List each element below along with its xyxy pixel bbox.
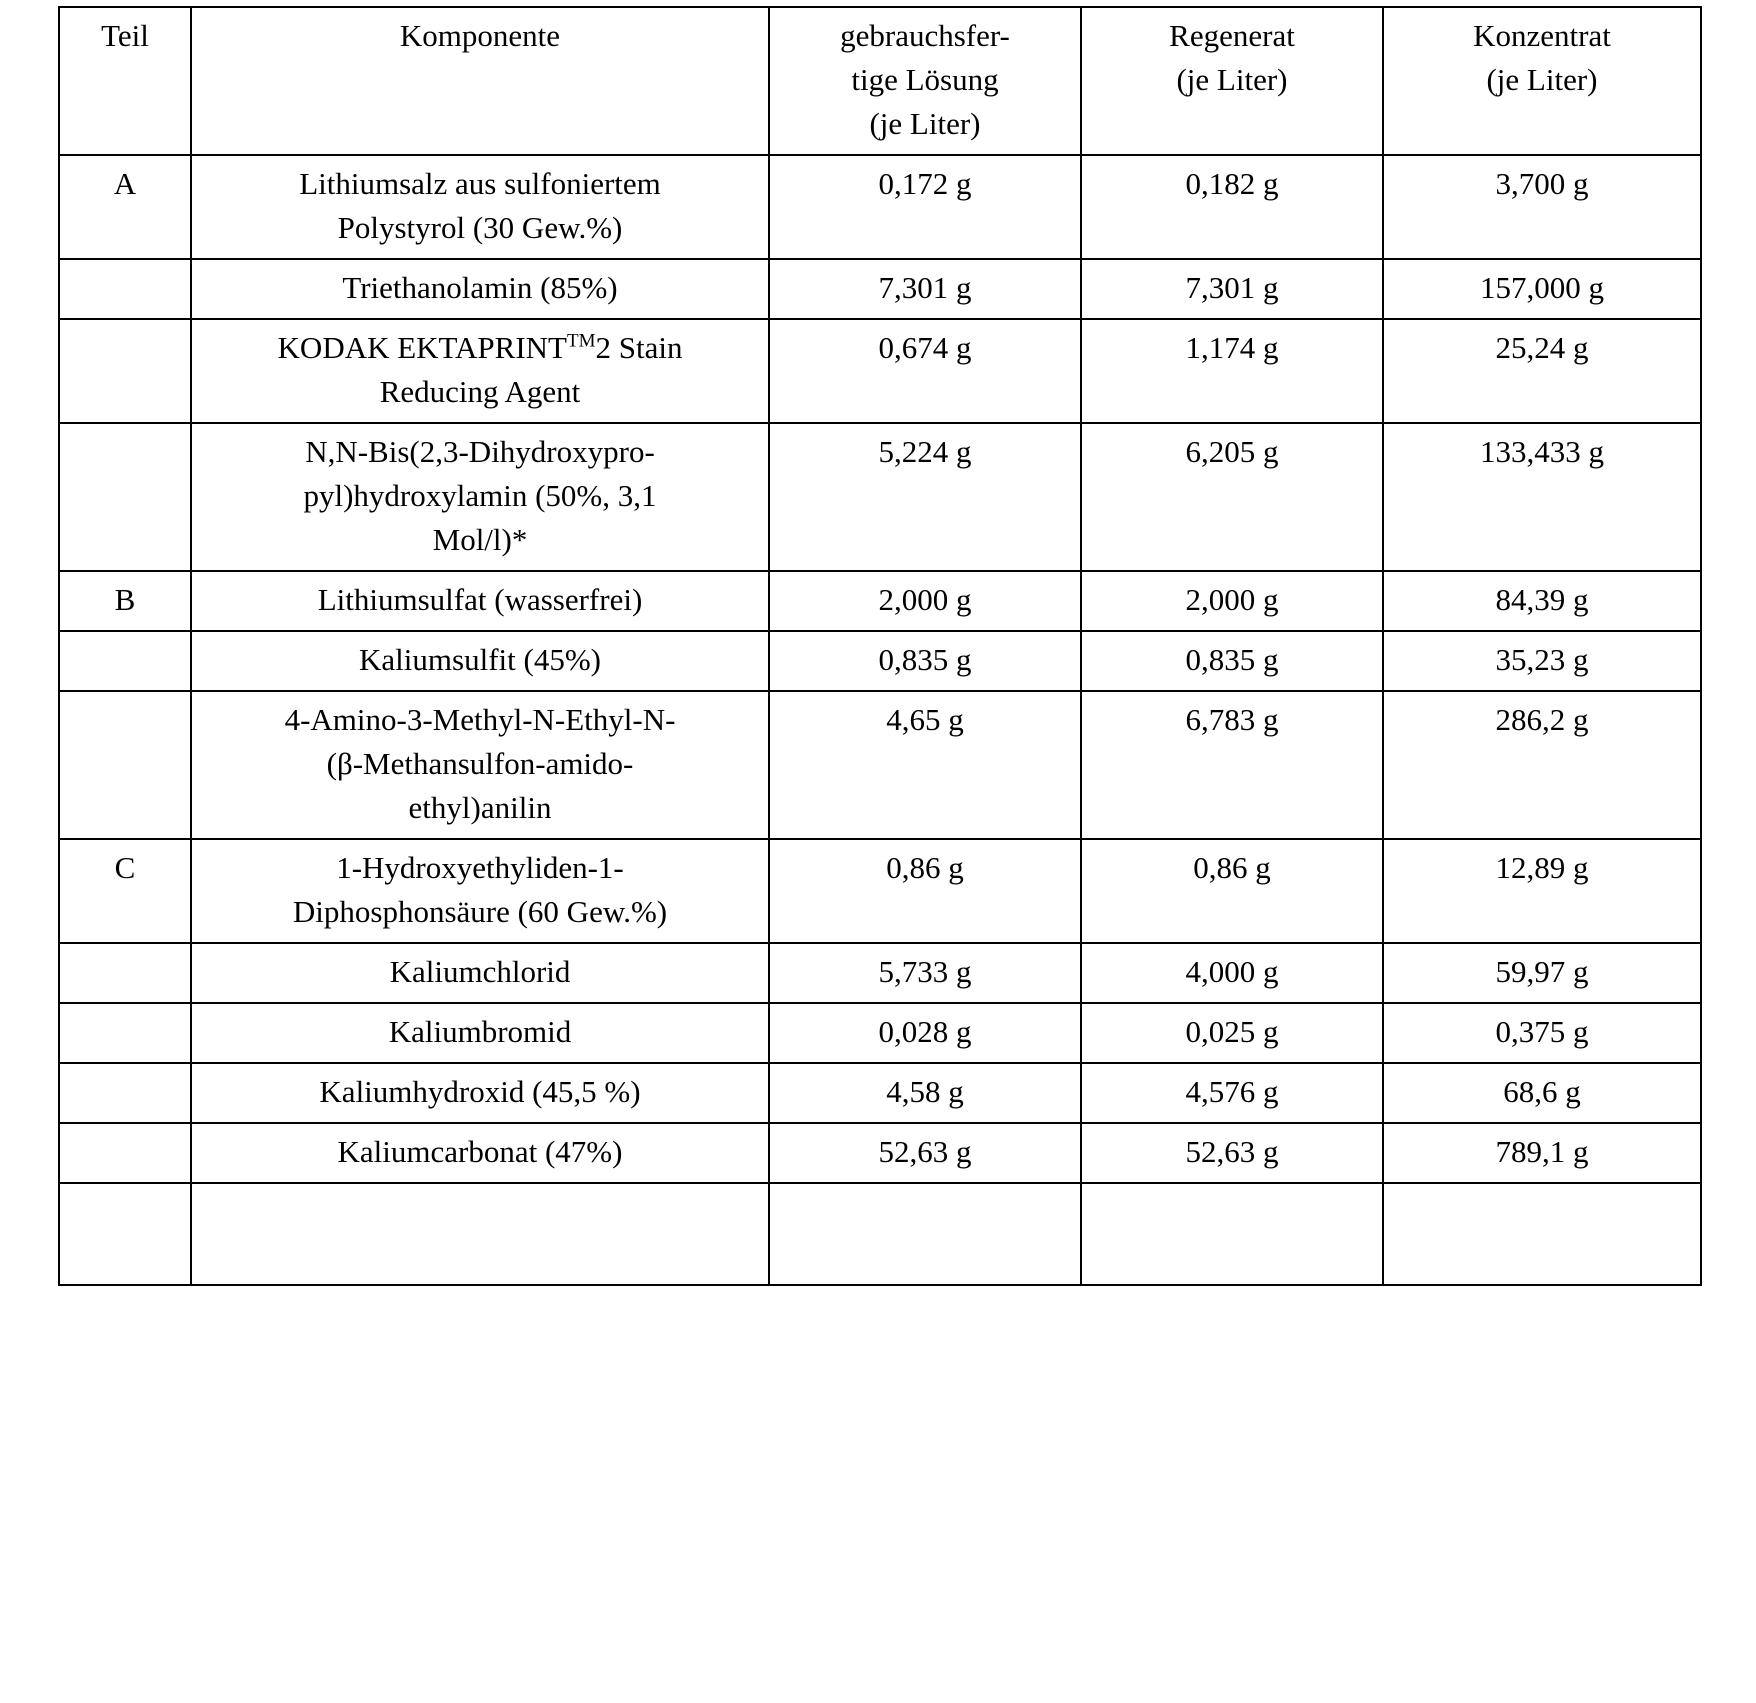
cell-konzentrat: 3,700 g bbox=[1383, 155, 1701, 259]
cell-konzentrat: 84,39 g bbox=[1383, 571, 1701, 631]
cell-regenerat: 7,301 g bbox=[1081, 259, 1383, 319]
cell-komponente bbox=[191, 155, 769, 259]
cell-teil bbox=[59, 423, 191, 571]
header-line: Komponente bbox=[399, 18, 561, 53]
komponente-line: Reducing Agent bbox=[379, 374, 581, 410]
cell-konzentrat: 133,433 g bbox=[1383, 423, 1701, 571]
cell-konzentrat: 25,24 g bbox=[1383, 319, 1701, 423]
komponente-line: pyl)hydroxylamin (50%, 3,1 bbox=[303, 478, 657, 514]
cell-teil bbox=[59, 1183, 191, 1285]
komponente-line: Polystyrol (30 Gew.%) bbox=[337, 210, 623, 246]
cell-komponente bbox=[191, 1183, 769, 1285]
cell-gebrauchsfertige: 52,63 g bbox=[769, 1123, 1081, 1183]
komponente-line-trademark bbox=[200, 326, 760, 370]
cell-teil bbox=[59, 1063, 191, 1123]
cell-gebrauchsfertige bbox=[769, 1183, 1081, 1285]
table-row bbox=[59, 691, 1701, 839]
cell-regenerat: 0,025 g bbox=[1081, 1003, 1383, 1063]
cell-teil bbox=[59, 691, 191, 839]
cell-teil: A bbox=[59, 155, 191, 259]
cell-regenerat: 52,63 g bbox=[1081, 1123, 1383, 1183]
cell-konzentrat: 0,375 g bbox=[1383, 1003, 1701, 1063]
cell-regenerat: 0,835 g bbox=[1081, 631, 1383, 691]
cell-komponente bbox=[191, 1063, 769, 1123]
cell-teil: C bbox=[59, 839, 191, 943]
komponente-line: Lithiumsalz aus sulfoniertem bbox=[299, 166, 661, 202]
cell-gebrauchsfertige: 0,172 g bbox=[769, 155, 1081, 259]
cell-gebrauchsfertige: 0,028 g bbox=[769, 1003, 1081, 1063]
table-row bbox=[59, 1063, 1701, 1123]
table-row bbox=[59, 571, 1701, 631]
header-line: tige Lösung bbox=[851, 62, 999, 98]
cell-komponente bbox=[191, 571, 769, 631]
cell-gebrauchsfertige: 5,224 g bbox=[769, 423, 1081, 571]
cell-konzentrat: 789,1 g bbox=[1383, 1123, 1701, 1183]
cell-komponente bbox=[191, 691, 769, 839]
header-line: (je Liter) bbox=[1176, 62, 1288, 98]
komponente-line: 4-Amino-3-Methyl-N-Ethyl-N- bbox=[284, 702, 676, 738]
table-row bbox=[59, 943, 1701, 1003]
cell-gebrauchsfertige: 0,86 g bbox=[769, 839, 1081, 943]
cell-teil: B bbox=[59, 571, 191, 631]
cell-komponente bbox=[191, 423, 769, 571]
cell-gebrauchsfertige: 4,58 g bbox=[769, 1063, 1081, 1123]
cell-regenerat: 0,182 g bbox=[1081, 155, 1383, 259]
cell-regenerat: 4,000 g bbox=[1081, 943, 1383, 1003]
table-row bbox=[59, 1123, 1701, 1183]
cell-konzentrat: 68,6 g bbox=[1383, 1063, 1701, 1123]
cell-teil bbox=[59, 259, 191, 319]
komponente-line: Kaliumsulfit (45%) bbox=[359, 642, 601, 678]
komponente-line: Kaliumhydroxid (45,5 %) bbox=[319, 1074, 641, 1110]
komponente-line: Triethanolamin (85%) bbox=[342, 270, 618, 306]
header-line: Teil bbox=[101, 18, 149, 53]
table-header bbox=[59, 7, 1701, 155]
table-row bbox=[59, 423, 1701, 571]
cell-regenerat: 6,205 g bbox=[1081, 423, 1383, 571]
cell-gebrauchsfertige: 4,65 g bbox=[769, 691, 1081, 839]
komponente-line: Diphosphonsäure (60 Gew.%) bbox=[292, 894, 668, 930]
cell-regenerat bbox=[1081, 1183, 1383, 1285]
cell-teil bbox=[59, 319, 191, 423]
cell-komponente bbox=[191, 631, 769, 691]
composition-table bbox=[58, 6, 1702, 1286]
komponente-text-tail: 2 Stain bbox=[595, 330, 683, 366]
cell-teil bbox=[59, 1123, 191, 1183]
cell-gebrauchsfertige: 2,000 g bbox=[769, 571, 1081, 631]
cell-teil bbox=[59, 1003, 191, 1063]
cell-regenerat: 4,576 g bbox=[1081, 1063, 1383, 1123]
cell-gebrauchsfertige: 0,674 g bbox=[769, 319, 1081, 423]
komponente-text: KODAK EKTAPRINT bbox=[277, 330, 567, 366]
cell-komponente bbox=[191, 1003, 769, 1063]
header-line: Konzentrat bbox=[1473, 18, 1611, 53]
column-header-konzentrat bbox=[1383, 7, 1701, 155]
cell-gebrauchsfertige: 5,733 g bbox=[769, 943, 1081, 1003]
cell-konzentrat bbox=[1383, 1183, 1701, 1285]
komponente-line: Lithiumsulfat (wasserfrei) bbox=[317, 582, 643, 618]
cell-regenerat: 1,174 g bbox=[1081, 319, 1383, 423]
cell-komponente bbox=[191, 943, 769, 1003]
table-row bbox=[59, 631, 1701, 691]
cell-komponente bbox=[191, 259, 769, 319]
header-line: gebrauchsfer- bbox=[840, 18, 1010, 53]
cell-regenerat: 2,000 g bbox=[1081, 571, 1383, 631]
table-row bbox=[59, 259, 1701, 319]
cell-gebrauchsfertige: 7,301 g bbox=[769, 259, 1081, 319]
header-line: (je Liter) bbox=[869, 106, 981, 142]
cell-konzentrat: 12,89 g bbox=[1383, 839, 1701, 943]
cell-komponente bbox=[191, 319, 769, 423]
cell-teil bbox=[59, 631, 191, 691]
komponente-line: Kaliumbromid bbox=[388, 1014, 572, 1050]
cell-konzentrat: 157,000 g bbox=[1383, 259, 1701, 319]
table-row bbox=[59, 839, 1701, 943]
komponente-line: Mol/l)* bbox=[432, 522, 528, 558]
table-row bbox=[59, 155, 1701, 259]
cell-konzentrat: 35,23 g bbox=[1383, 631, 1701, 691]
cell-komponente bbox=[191, 839, 769, 943]
komponente-line: ethyl)anilin bbox=[408, 790, 552, 826]
komponente-line: (β-Methansulfon-amido- bbox=[326, 746, 634, 782]
komponente-line: N,N-Bis(2,3-Dihydroxypro- bbox=[305, 434, 655, 470]
cell-konzentrat: 286,2 g bbox=[1383, 691, 1701, 839]
komponente-line: Kaliumchlorid bbox=[389, 954, 571, 990]
cell-teil bbox=[59, 943, 191, 1003]
table-row bbox=[59, 1003, 1701, 1063]
header-line: (je Liter) bbox=[1486, 62, 1598, 98]
cell-regenerat: 6,783 g bbox=[1081, 691, 1383, 839]
column-header-teil bbox=[59, 7, 191, 155]
trademark-mark: TM bbox=[566, 330, 596, 352]
cell-regenerat: 0,86 g bbox=[1081, 839, 1383, 943]
komponente-line: 1-Hydroxyethyliden-1- bbox=[336, 850, 624, 886]
column-header-gebrauchsfertige-loesung bbox=[769, 7, 1081, 155]
column-header-komponente bbox=[191, 7, 769, 155]
header-row bbox=[59, 7, 1701, 155]
table-row bbox=[59, 319, 1701, 423]
cell-komponente bbox=[191, 1123, 769, 1183]
header-line: Regenerat bbox=[1169, 18, 1295, 53]
cell-konzentrat: 59,97 g bbox=[1383, 943, 1701, 1003]
column-header-regenerat bbox=[1081, 7, 1383, 155]
cell-gebrauchsfertige: 0,835 g bbox=[769, 631, 1081, 691]
komponente-line: Kaliumcarbonat (47%) bbox=[337, 1134, 623, 1170]
table-row-empty bbox=[59, 1183, 1701, 1285]
table-body bbox=[59, 155, 1701, 1285]
